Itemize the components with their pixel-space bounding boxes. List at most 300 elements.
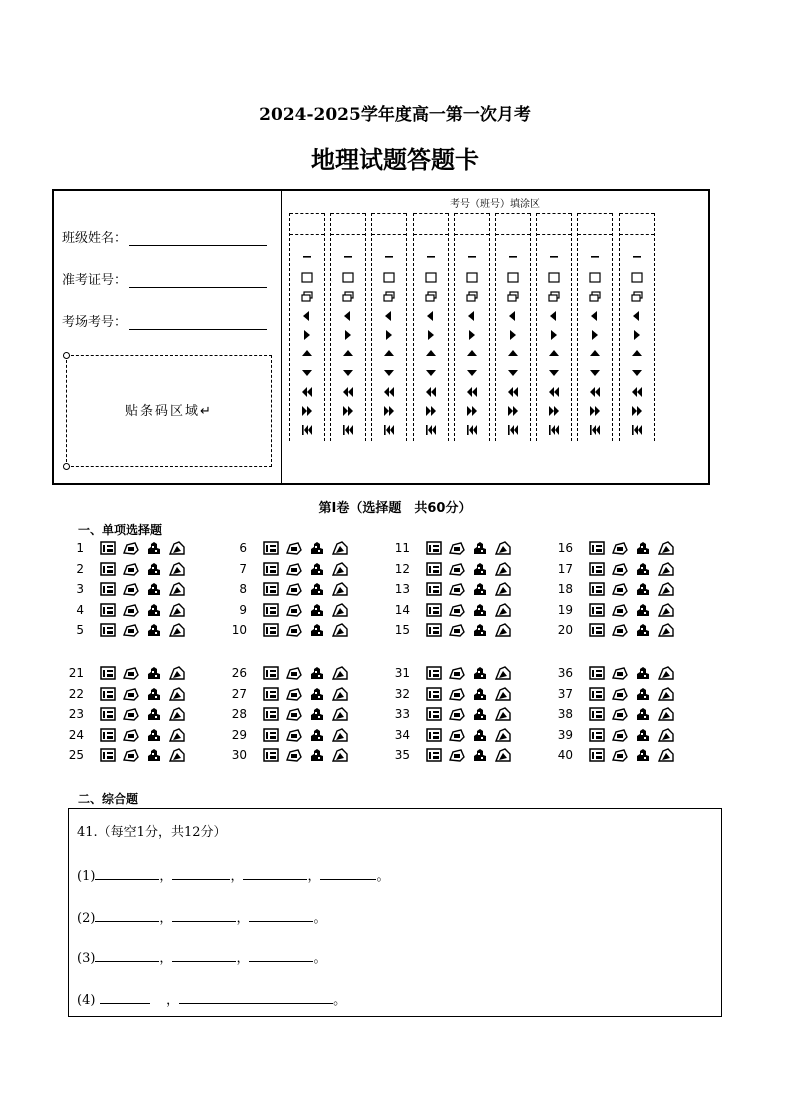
digit-bubble-icon[interactable] [425,310,437,322]
room-number-field[interactable] [62,311,267,330]
digit-bubble-icon[interactable] [383,405,395,417]
digit-bubble-icon[interactable] [548,405,560,417]
option-d-bubble-icon[interactable] [169,541,185,555]
option-c-bubble-icon[interactable] [472,748,488,762]
answer-blank[interactable] [172,961,236,962]
question-row [388,728,518,742]
section2-subtitle: 二、综合题 [78,792,139,806]
digit-bubble-icon[interactable] [466,386,478,398]
comma: ， [166,993,180,1008]
option-b-bubble-icon[interactable] [286,603,302,617]
digit-bubble-icon[interactable] [589,291,601,303]
option-b-bubble-icon[interactable] [123,748,139,762]
option-c-bubble-icon[interactable] [309,603,325,617]
option-d-bubble-icon[interactable] [332,603,348,617]
digit-bubble-icon[interactable] [383,329,395,341]
option-c-bubble-icon[interactable] [635,623,651,637]
digit-bubble-icon[interactable] [631,367,643,379]
option-d-bubble-icon[interactable] [495,666,511,680]
digit-write-cell[interactable] [537,213,571,235]
option-c-bubble-icon[interactable] [472,728,488,742]
option-a-bubble-icon[interactable] [589,623,605,637]
option-c-bubble-icon[interactable] [635,562,651,576]
option-b-bubble-icon[interactable] [612,687,628,701]
option-a-bubble-icon[interactable] [263,748,279,762]
option-c-bubble-icon[interactable] [635,541,651,555]
digit-bubble-icon[interactable] [589,405,601,417]
digit-bubble-icon[interactable] [301,272,313,284]
digit-bubble-icon[interactable] [466,329,478,341]
question-number: 34 [394,727,410,742]
digit-bubble-icon[interactable] [301,348,313,360]
option-d-bubble-icon[interactable] [332,687,348,701]
digit-write-cell[interactable] [620,213,654,235]
digit-write-cell[interactable] [372,213,406,235]
digit-bubble-icon[interactable] [589,424,601,436]
answer-blank[interactable] [95,961,159,962]
digit-bubble-icon[interactable] [507,348,519,360]
option-d-bubble-icon[interactable] [169,748,185,762]
digit-bubble-icon[interactable] [383,310,395,322]
option-a-bubble-icon[interactable] [426,603,442,617]
digit-bubble-icon[interactable] [425,424,437,436]
digit-bubble-icon[interactable] [301,386,313,398]
option-a-bubble-icon[interactable] [426,707,442,721]
option-d-bubble-icon[interactable] [332,541,348,555]
option-b-bubble-icon[interactable] [612,582,628,596]
option-d-bubble-icon[interactable] [169,687,185,701]
option-b-bubble-icon[interactable] [612,603,628,617]
option-d-bubble-icon[interactable] [495,728,511,742]
option-c-bubble-icon[interactable] [635,728,651,742]
option-d-bubble-icon[interactable] [495,603,511,617]
answer-blank[interactable] [179,1003,333,1004]
option-d-bubble-icon[interactable] [495,582,511,596]
option-a-bubble-icon[interactable] [426,748,442,762]
digit-bubble-icon[interactable] [301,367,313,379]
digit-bubble-icon[interactable] [425,386,437,398]
option-d-bubble-icon[interactable] [169,623,185,637]
digit-bubble-icon[interactable] [466,405,478,417]
option-b-bubble-icon[interactable] [449,707,465,721]
option-c-bubble-icon[interactable] [309,687,325,701]
digit-bubble-icon[interactable] [301,310,313,322]
option-d-bubble-icon[interactable] [169,666,185,680]
digit-bubble-icon[interactable] [383,253,395,265]
digit-bubble-icon[interactable] [466,348,478,360]
option-a-bubble-icon[interactable] [100,623,116,637]
answer-blank[interactable] [249,961,313,962]
option-b-bubble-icon[interactable] [286,728,302,742]
option-a-bubble-icon[interactable] [589,748,605,762]
digit-bubble-icon[interactable] [589,272,601,284]
option-c-bubble-icon[interactable] [309,728,325,742]
option-b-bubble-icon[interactable] [123,562,139,576]
option-a-bubble-icon[interactable] [263,687,279,701]
digit-bubble-icon[interactable] [589,310,601,322]
option-a-bubble-icon[interactable] [589,562,605,576]
option-a-bubble-icon[interactable] [100,541,116,555]
digit-bubble-icon[interactable] [342,424,354,436]
digit-bubble-icon[interactable] [466,291,478,303]
option-c-bubble-icon[interactable] [472,687,488,701]
digit-write-cell[interactable] [290,213,324,235]
digit-bubble-icon[interactable] [631,253,643,265]
digit-bubble-icon[interactable] [589,367,601,379]
question-number: 19 [557,602,573,617]
option-a-bubble-icon[interactable] [589,582,605,596]
option-d-bubble-icon[interactable] [332,728,348,742]
option-c-bubble-icon[interactable] [146,687,162,701]
option-b-bubble-icon[interactable] [449,541,465,555]
exam-number-title: 考号（班号）填涂区 [450,199,540,210]
option-a-bubble-icon[interactable] [589,728,605,742]
option-c-bubble-icon[interactable] [146,707,162,721]
digit-bubble-icon[interactable] [589,329,601,341]
option-d-bubble-icon[interactable] [658,582,674,596]
option-a-bubble-icon[interactable] [100,562,116,576]
option-d-bubble-icon[interactable] [658,728,674,742]
option-c-bubble-icon[interactable] [635,748,651,762]
option-c-bubble-icon[interactable] [146,582,162,596]
digit-bubble-icon[interactable] [589,253,601,265]
digit-bubble-icon[interactable] [548,386,560,398]
option-c-bubble-icon[interactable] [472,623,488,637]
digit-bubble-icon[interactable] [342,329,354,341]
option-b-bubble-icon[interactable] [286,707,302,721]
option-c-bubble-icon[interactable] [146,748,162,762]
option-d-bubble-icon[interactable] [658,623,674,637]
option-d-bubble-icon[interactable] [658,541,674,555]
option-c-bubble-icon[interactable] [309,748,325,762]
option-a-bubble-icon[interactable] [263,707,279,721]
option-b-bubble-icon[interactable] [449,748,465,762]
digit-bubble-icon[interactable] [425,329,437,341]
option-c-bubble-icon[interactable] [635,666,651,680]
option-b-bubble-icon[interactable] [612,562,628,576]
option-a-bubble-icon[interactable] [263,623,279,637]
option-d-bubble-icon[interactable] [169,562,185,576]
option-c-bubble-icon[interactable] [472,582,488,596]
digit-bubble-icon[interactable] [301,405,313,417]
digit-bubble-icon[interactable] [548,310,560,322]
digit-write-cell[interactable] [455,213,489,235]
option-b-bubble-icon[interactable] [449,582,465,596]
option-b-bubble-icon[interactable] [612,707,628,721]
digit-bubble-icon[interactable] [425,348,437,360]
option-c-bubble-icon[interactable] [146,603,162,617]
option-d-bubble-icon[interactable] [495,748,511,762]
option-a-bubble-icon[interactable] [589,707,605,721]
option-a-bubble-icon[interactable] [589,541,605,555]
exam-number-column[interactable] [289,213,325,441]
option-c-bubble-icon[interactable] [146,562,162,576]
digit-bubble-icon[interactable] [342,386,354,398]
option-a-bubble-icon[interactable] [589,687,605,701]
option-a-bubble-icon[interactable] [589,666,605,680]
digit-bubble-icon[interactable] [466,367,478,379]
option-b-bubble-icon[interactable] [123,687,139,701]
digit-bubble-icon[interactable] [507,291,519,303]
option-c-bubble-icon[interactable] [309,582,325,596]
option-a-bubble-icon[interactable] [100,582,116,596]
digit-bubble-icon[interactable] [425,253,437,265]
option-a-bubble-icon[interactable] [100,687,116,701]
option-b-bubble-icon[interactable] [449,666,465,680]
question-row [62,623,192,637]
answer-blank[interactable] [100,1003,150,1004]
digit-bubble-icon[interactable] [548,424,560,436]
option-c-bubble-icon[interactable] [146,541,162,555]
option-b-bubble-icon[interactable] [286,748,302,762]
option-c-bubble-icon[interactable] [146,623,162,637]
digit-bubble-icon[interactable] [631,291,643,303]
digit-bubble-icon[interactable] [507,386,519,398]
option-b-bubble-icon[interactable] [612,623,628,637]
option-d-bubble-icon[interactable] [332,582,348,596]
digit-bubble-icon[interactable] [342,348,354,360]
option-a-bubble-icon[interactable] [263,582,279,596]
digit-bubble-icon[interactable] [383,367,395,379]
digit-bubble-icon[interactable] [466,272,478,284]
option-c-bubble-icon[interactable] [146,728,162,742]
digit-bubble-icon[interactable] [507,329,519,341]
option-c-bubble-icon[interactable] [309,666,325,680]
digit-bubble-icon[interactable] [383,272,395,284]
digit-bubble-icon[interactable] [507,253,519,265]
option-d-bubble-icon[interactable] [495,687,511,701]
digit-bubble-icon[interactable] [548,367,560,379]
digit-bubble-icon[interactable] [425,291,437,303]
digit-bubble-icon[interactable] [383,291,395,303]
digit-bubble-icon[interactable] [383,424,395,436]
answer-blank[interactable] [172,879,230,880]
option-a-bubble-icon[interactable] [263,666,279,680]
option-d-bubble-icon[interactable] [495,707,511,721]
option-c-bubble-icon[interactable] [472,541,488,555]
digit-write-cell[interactable] [496,213,530,235]
question-row [225,603,355,617]
option-b-bubble-icon[interactable] [612,748,628,762]
option-c-bubble-icon[interactable] [146,666,162,680]
digit-bubble-icon[interactable] [342,272,354,284]
option-b-bubble-icon[interactable] [612,541,628,555]
option-b-bubble-icon[interactable] [123,728,139,742]
digit-bubble-icon[interactable] [548,348,560,360]
digit-bubble-icon[interactable] [631,348,643,360]
option-b-bubble-icon[interactable] [612,666,628,680]
option-b-bubble-icon[interactable] [449,623,465,637]
option-a-bubble-icon[interactable] [100,666,116,680]
option-b-bubble-icon[interactable] [449,562,465,576]
digit-write-cell[interactable] [331,213,365,235]
option-c-bubble-icon[interactable] [635,687,651,701]
question-number: 35 [394,748,410,763]
ticket-number-line[interactable] [129,273,267,288]
digit-bubble-icon[interactable] [425,272,437,284]
digit-bubble-icon[interactable] [507,272,519,284]
option-b-bubble-icon[interactable] [286,666,302,680]
digit-bubble-icon[interactable] [548,253,560,265]
option-d-bubble-icon[interactable] [169,707,185,721]
option-c-bubble-icon[interactable] [635,707,651,721]
option-c-bubble-icon[interactable] [635,582,651,596]
option-c-bubble-icon[interactable] [472,707,488,721]
room-number-line[interactable] [129,315,267,330]
ticket-number-field[interactable] [62,269,267,288]
digit-bubble-icon[interactable] [425,405,437,417]
digit-bubble-icon[interactable] [507,424,519,436]
digit-bubble-icon[interactable] [548,291,560,303]
digit-bubble-icon[interactable] [342,310,354,322]
option-c-bubble-icon[interactable] [635,603,651,617]
answer-blank[interactable] [249,921,313,922]
option-c-bubble-icon[interactable] [309,541,325,555]
option-b-bubble-icon[interactable] [123,666,139,680]
option-d-bubble-icon[interactable] [332,562,348,576]
option-a-bubble-icon[interactable] [100,748,116,762]
option-b-bubble-icon[interactable] [123,707,139,721]
option-b-bubble-icon[interactable] [286,541,302,555]
digit-bubble-icon[interactable] [425,367,437,379]
option-c-bubble-icon[interactable] [309,707,325,721]
option-a-bubble-icon[interactable] [263,562,279,576]
option-b-bubble-icon[interactable] [449,687,465,701]
option-d-bubble-icon[interactable] [658,562,674,576]
digit-bubble-icon[interactable] [342,253,354,265]
option-a-bubble-icon[interactable] [426,728,442,742]
exam-number-column[interactable] [577,213,613,441]
digit-bubble-icon[interactable] [631,272,643,284]
option-d-bubble-icon[interactable] [169,603,185,617]
digit-bubble-icon[interactable] [548,272,560,284]
option-d-bubble-icon[interactable] [332,623,348,637]
exam-number-column[interactable] [619,213,655,441]
option-b-bubble-icon[interactable] [449,603,465,617]
option-c-bubble-icon[interactable] [309,562,325,576]
digit-bubble-icon[interactable] [301,253,313,265]
digit-bubble-icon[interactable] [631,405,643,417]
digit-bubble-icon[interactable] [548,329,560,341]
option-b-bubble-icon[interactable] [123,623,139,637]
digit-bubble-icon[interactable] [589,348,601,360]
option-a-bubble-icon[interactable] [426,541,442,555]
digit-bubble-icon[interactable] [342,367,354,379]
option-b-bubble-icon[interactable] [123,603,139,617]
question-number: 6 [239,541,247,555]
question-row [225,582,355,596]
option-a-bubble-icon[interactable] [100,707,116,721]
question-number: 28 [231,707,247,722]
digit-bubble-icon[interactable] [301,291,313,303]
option-b-bubble-icon[interactable] [123,541,139,555]
digit-bubble-icon[interactable] [342,291,354,303]
option-b-bubble-icon[interactable] [286,582,302,596]
digit-bubble-icon[interactable] [631,329,643,341]
exam-number-column[interactable] [413,213,449,441]
option-b-bubble-icon[interactable] [286,562,302,576]
digit-bubble-icon[interactable] [383,348,395,360]
answer-blank[interactable] [320,879,376,880]
option-c-bubble-icon[interactable] [472,666,488,680]
digit-write-cell[interactable] [414,213,448,235]
option-a-bubble-icon[interactable] [100,728,116,742]
digit-bubble-icon[interactable] [631,386,643,398]
option-d-bubble-icon[interactable] [495,623,511,637]
option-b-bubble-icon[interactable] [449,728,465,742]
answer-blank[interactable] [95,879,159,880]
option-d-bubble-icon[interactable] [658,687,674,701]
option-b-bubble-icon[interactable] [612,728,628,742]
digit-bubble-icon[interactable] [631,310,643,322]
exam-number-column[interactable] [371,213,407,441]
digit-bubble-icon[interactable] [301,329,313,341]
comma: ， [230,869,244,884]
option-a-bubble-icon[interactable] [426,666,442,680]
exam-number-column[interactable] [536,213,572,441]
digit-bubble-icon[interactable] [301,424,313,436]
digit-bubble-icon[interactable] [466,424,478,436]
option-b-bubble-icon[interactable] [286,623,302,637]
digit-write-cell[interactable] [578,213,612,235]
option-c-bubble-icon[interactable] [472,603,488,617]
option-d-bubble-icon[interactable] [658,707,674,721]
option-b-bubble-icon[interactable] [123,582,139,596]
option-a-bubble-icon[interactable] [426,582,442,596]
exam-number-column[interactable] [495,213,531,441]
class-name-line[interactable] [129,231,267,246]
digit-bubble-icon[interactable] [466,253,478,265]
option-a-bubble-icon[interactable] [426,687,442,701]
digit-bubble-icon[interactable] [383,386,395,398]
option-d-bubble-icon[interactable] [332,666,348,680]
digit-bubble-icon[interactable] [507,367,519,379]
answer-blank[interactable] [95,921,159,922]
option-a-bubble-icon[interactable] [426,623,442,637]
option-d-bubble-icon[interactable] [169,728,185,742]
option-d-bubble-icon[interactable] [332,707,348,721]
option-a-bubble-icon[interactable] [589,603,605,617]
digit-bubble-icon[interactable] [507,405,519,417]
digit-bubble-icon[interactable] [342,405,354,417]
exam-number-column[interactable] [454,213,490,441]
option-a-bubble-icon[interactable] [263,603,279,617]
option-d-bubble-icon[interactable] [658,666,674,680]
answer-blank[interactable] [243,879,307,880]
digit-bubble-icon[interactable] [589,386,601,398]
option-c-bubble-icon[interactable] [309,623,325,637]
option-a-bubble-icon[interactable] [100,603,116,617]
option-c-bubble-icon[interactable] [472,562,488,576]
exam-number-column[interactable] [330,213,366,441]
option-d-bubble-icon[interactable] [658,603,674,617]
digit-bubble-icon[interactable] [466,310,478,322]
answer-blank[interactable] [172,921,236,922]
digit-bubble-icon[interactable] [507,310,519,322]
digit-bubble-icon[interactable] [631,424,643,436]
question-row [225,707,355,721]
option-a-bubble-icon[interactable] [426,562,442,576]
option-a-bubble-icon[interactable] [263,541,279,555]
option-d-bubble-icon[interactable] [169,582,185,596]
option-b-bubble-icon[interactable] [286,687,302,701]
class-name-field[interactable] [62,227,267,246]
option-a-bubble-icon[interactable] [263,728,279,742]
option-d-bubble-icon[interactable] [495,541,511,555]
option-d-bubble-icon[interactable] [332,748,348,762]
option-d-bubble-icon[interactable] [658,748,674,762]
option-d-bubble-icon[interactable] [495,562,511,576]
